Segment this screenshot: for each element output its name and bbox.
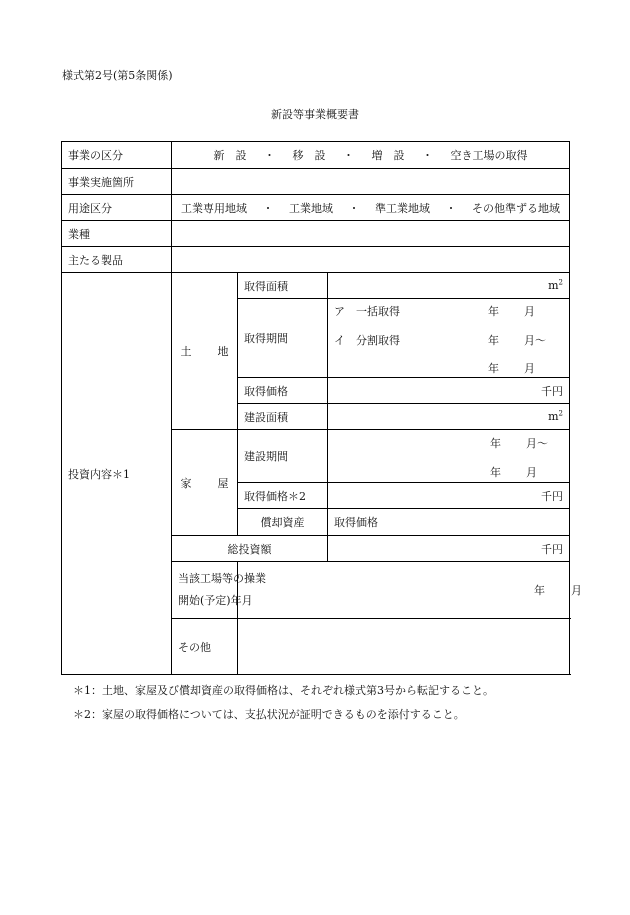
location-value[interactable] bbox=[172, 169, 570, 195]
depreciable-price-label: 取得価格 bbox=[328, 509, 570, 536]
business-category-label: 事業の区分 bbox=[62, 142, 172, 169]
industry-label: 業種 bbox=[62, 221, 172, 247]
row-industry bbox=[62, 221, 570, 247]
land-price-label: 取得価格 bbox=[238, 378, 328, 404]
option-new: 新 設 bbox=[213, 149, 247, 162]
products-label: 主たる製品 bbox=[62, 247, 172, 273]
option-vacant-factory: 空き工場の取得 bbox=[450, 149, 528, 162]
industry-value[interactable] bbox=[172, 221, 570, 247]
row-land-area bbox=[62, 273, 570, 299]
building-price-label: 取得価格＊2 bbox=[238, 483, 328, 509]
note-1: ＊1：土地、家屋及び償却資産の取得価格は、それぞれ様式第3号から転記すること。 bbox=[73, 684, 494, 697]
land-label: 土 地 bbox=[172, 273, 238, 430]
row-products bbox=[62, 247, 570, 273]
business-category-options: 新 設 ・ 移 設 ・ 増 設 ・ 空き工場の取得 bbox=[172, 142, 570, 169]
zoning-exclusive-industrial: 工業専用地域 bbox=[181, 201, 247, 215]
land-period-option-b: イ 分割取得 bbox=[334, 334, 400, 347]
other-label: その他 bbox=[172, 619, 238, 675]
option-expand: 増 設 bbox=[371, 149, 405, 162]
land-area-label: 取得面積 bbox=[238, 273, 328, 299]
document-title: 新設等事業概要書 bbox=[271, 108, 359, 121]
land-period-option-a: ア 一括取得 bbox=[334, 305, 400, 318]
start-date-value[interactable]: 年 月 bbox=[238, 562, 570, 619]
depreciable-label: 償却資産 bbox=[238, 509, 328, 536]
zoning-label: 用途区分 bbox=[62, 195, 172, 221]
land-price-value[interactable]: 千円 bbox=[328, 378, 570, 404]
building-area-value[interactable]: $m^2$ bbox=[328, 404, 570, 430]
note-2: ＊2：家屋の取得価格については、支払状況が証明できるものを添付すること。 bbox=[73, 708, 465, 721]
zoning-quasi-industrial: 準工業地域 bbox=[375, 201, 430, 215]
building-period-value[interactable]: 年 月～ 年 月 bbox=[328, 430, 570, 483]
total-label: 総投資額 bbox=[172, 536, 328, 562]
building-price-value[interactable]: 千円 bbox=[328, 483, 570, 509]
row-business-category bbox=[62, 142, 570, 169]
land-period-label: 取得期間 bbox=[238, 299, 328, 378]
location-label: 事業実施箇所 bbox=[62, 169, 172, 195]
products-value[interactable] bbox=[172, 247, 570, 273]
row-location bbox=[62, 169, 570, 195]
land-area-value[interactable]: $m^2$ bbox=[328, 273, 570, 299]
overview-table bbox=[61, 141, 582, 675]
row-zoning bbox=[62, 195, 570, 221]
other-value[interactable] bbox=[238, 619, 570, 675]
zoning-options: 工業専用地域 ・ 工業地域 ・ 準工業地域 ・ その他準ずる地域 bbox=[172, 195, 570, 221]
form-number: 様式第2号(第5条関係) bbox=[62, 69, 173, 82]
start-date-label: 当該工場等の操業 開始(予定)年月 bbox=[172, 562, 238, 619]
total-value[interactable]: 千円 bbox=[328, 536, 570, 562]
building-label: 家 屋 bbox=[172, 430, 238, 536]
zoning-other: その他準ずる地域 bbox=[472, 201, 560, 215]
investment-label: 投資内容＊1 bbox=[62, 273, 172, 675]
land-period-value[interactable]: ア 一括取得 年 月 イ 分割取得 年 月～ 年 月 bbox=[328, 299, 570, 378]
zoning-industrial: 工業地域 bbox=[289, 201, 333, 215]
building-period-label: 建設期間 bbox=[238, 430, 328, 483]
option-relocate: 移 設 bbox=[292, 149, 326, 162]
building-area-label: 建設面積 bbox=[238, 404, 328, 430]
